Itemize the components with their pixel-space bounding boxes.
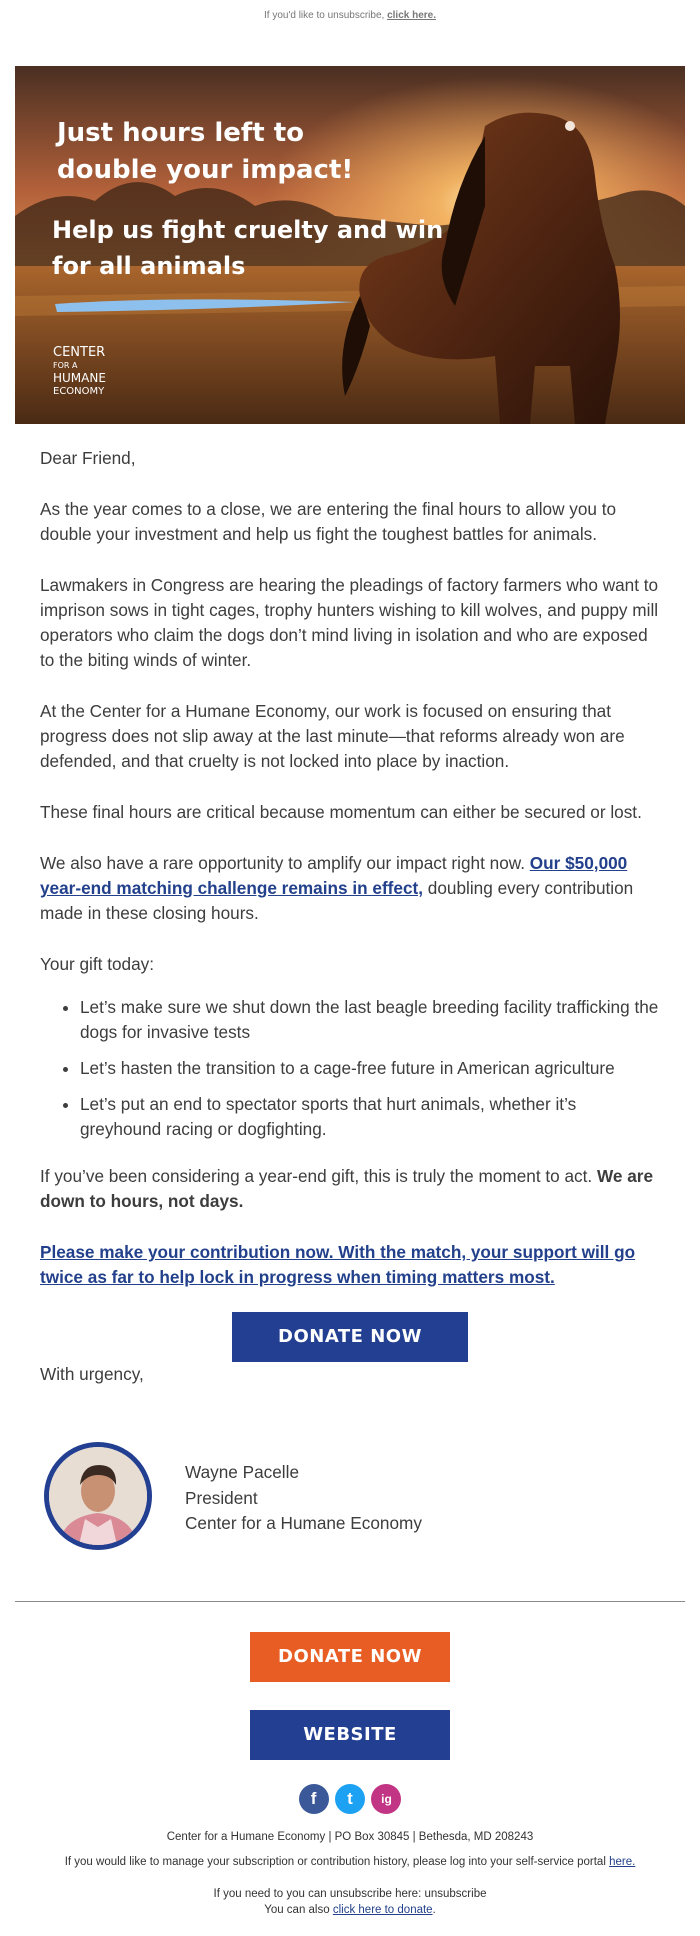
manage-text: If you would like to manage your subscription or contribution history, please log into your self-service portal [64,1856,610,1868]
footer-divider [15,1601,685,1602]
hero-image [15,66,685,424]
paragraph-5-end: doubling every contribution made in these closing hours. [40,878,634,923]
hero-subhead-2: for all animals [52,252,246,280]
list-item: • Let’s hasten the transition to a cage-free future in American agriculture [80,1056,662,1081]
hero-headline-2: double your impact! [57,155,354,185]
hero-logo-line-3: HUMANE [53,371,106,385]
social-links [0,1784,700,1814]
signer-title: President [185,1487,258,1508]
salutation: Dear Friend, [40,448,136,468]
gift-list [40,995,662,1142]
donate-now-button[interactable]: DONATE NOW [232,1312,468,1362]
paragraph-6 [40,1164,662,1214]
gift-intro: Your gift today: [40,954,155,974]
facebook-icon[interactable]: f [299,1784,329,1814]
matching-challenge-link[interactable]: Our $50,000 year-end matching challenge remains in effect, [40,853,628,898]
also-end: . [432,1904,436,1916]
signer-org: Center for a Humane Economy [185,1513,422,1533]
list-item: • Let’s make sure we shut down the last beagle breeding facility trafficking the dogs for invasive tests [80,995,662,1045]
contribution-cta-link[interactable]: Please make your contribution now. With the match, your support will go twice as far to help lock in progress when timing matters most. [40,1242,636,1287]
hero-subhead-1: Help us fight cruelty and win [52,216,444,244]
footer-donate-button[interactable]: DONATE NOW [250,1632,450,1682]
signer-name: Wayne Pacelle [185,1462,300,1482]
signature-block [44,1442,644,1558]
top-unsubscribe-line [0,10,700,21]
hero-logo-line-4: ECONOMY [53,386,105,397]
also-text: You can also [264,1904,333,1916]
closing-line: With urgency, [40,1364,144,1384]
paragraph-6-start: If you’ve been considering a year-end gift, this is truly the moment to act. [40,1166,597,1186]
manage-portal-link[interactable]: here. [609,1856,636,1868]
paragraph-6-bold: We are down to hours, not days. [40,1166,654,1211]
paragraph-2: Lawmakers in Congress are hearing the pleadings of factory farmers who want to imprison sows in tight cages, trophy hunters wishing to kill wolves, and puppy mill operators who claim the dogs don’t mind living in isolation and who are exposed to the biting winds of winter. [40,575,659,670]
letter-body [40,446,662,1413]
paragraph-4: These final hours are critical because momentum can either be secured or lost. [40,802,642,822]
instagram-icon[interactable]: ig [371,1784,401,1814]
footer-manage-line [0,1856,700,1868]
footer-donate-link[interactable]: click here to donate [332,1904,433,1916]
hero-logo-line-1: CENTER [53,345,106,360]
footer-address: Center for a Humane Economy | PO Box 30845 | Bethesda, MD 208243 [166,1831,534,1843]
hero-logo-line-2: FOR A [53,361,78,370]
paragraph-1: As the year comes to a close, we are entering the final hours to allow you to double your investment and help us fight the toughest battles for animals. [40,499,617,544]
top-unsubscribe-link[interactable]: click here. [387,10,436,21]
footer-unsubscribe-line: If you need to you can unsubscribe here: unsubscribe [213,1888,487,1900]
footer-donate-line [0,1904,700,1916]
website-button[interactable]: WEBSITE [250,1710,450,1760]
list-item: • Let’s put an end to spectator sports that hurt animals, whether it’s greyhound racing or dogfighting. [80,1092,662,1142]
twitter-icon[interactable]: t [335,1784,365,1814]
hero-headline-1: Just hours left to [57,118,304,148]
paragraph-5-start: We also have a rare opportunity to amplify our impact right now. [40,853,530,873]
signer-avatar [44,1442,152,1550]
top-unsubscribe-text: If you'd like to unsubscribe, [263,10,388,21]
hero-banner[interactable] [15,66,685,424]
signature-lines [185,1460,422,1537]
paragraph-3: At the Center for a Humane Economy, our work is focused on ensuring that progress does not slip away at the last minute—that reforms already won are defended, and that cruelty is not locked into place by inaction. [40,701,625,771]
paragraph-5 [40,851,662,926]
